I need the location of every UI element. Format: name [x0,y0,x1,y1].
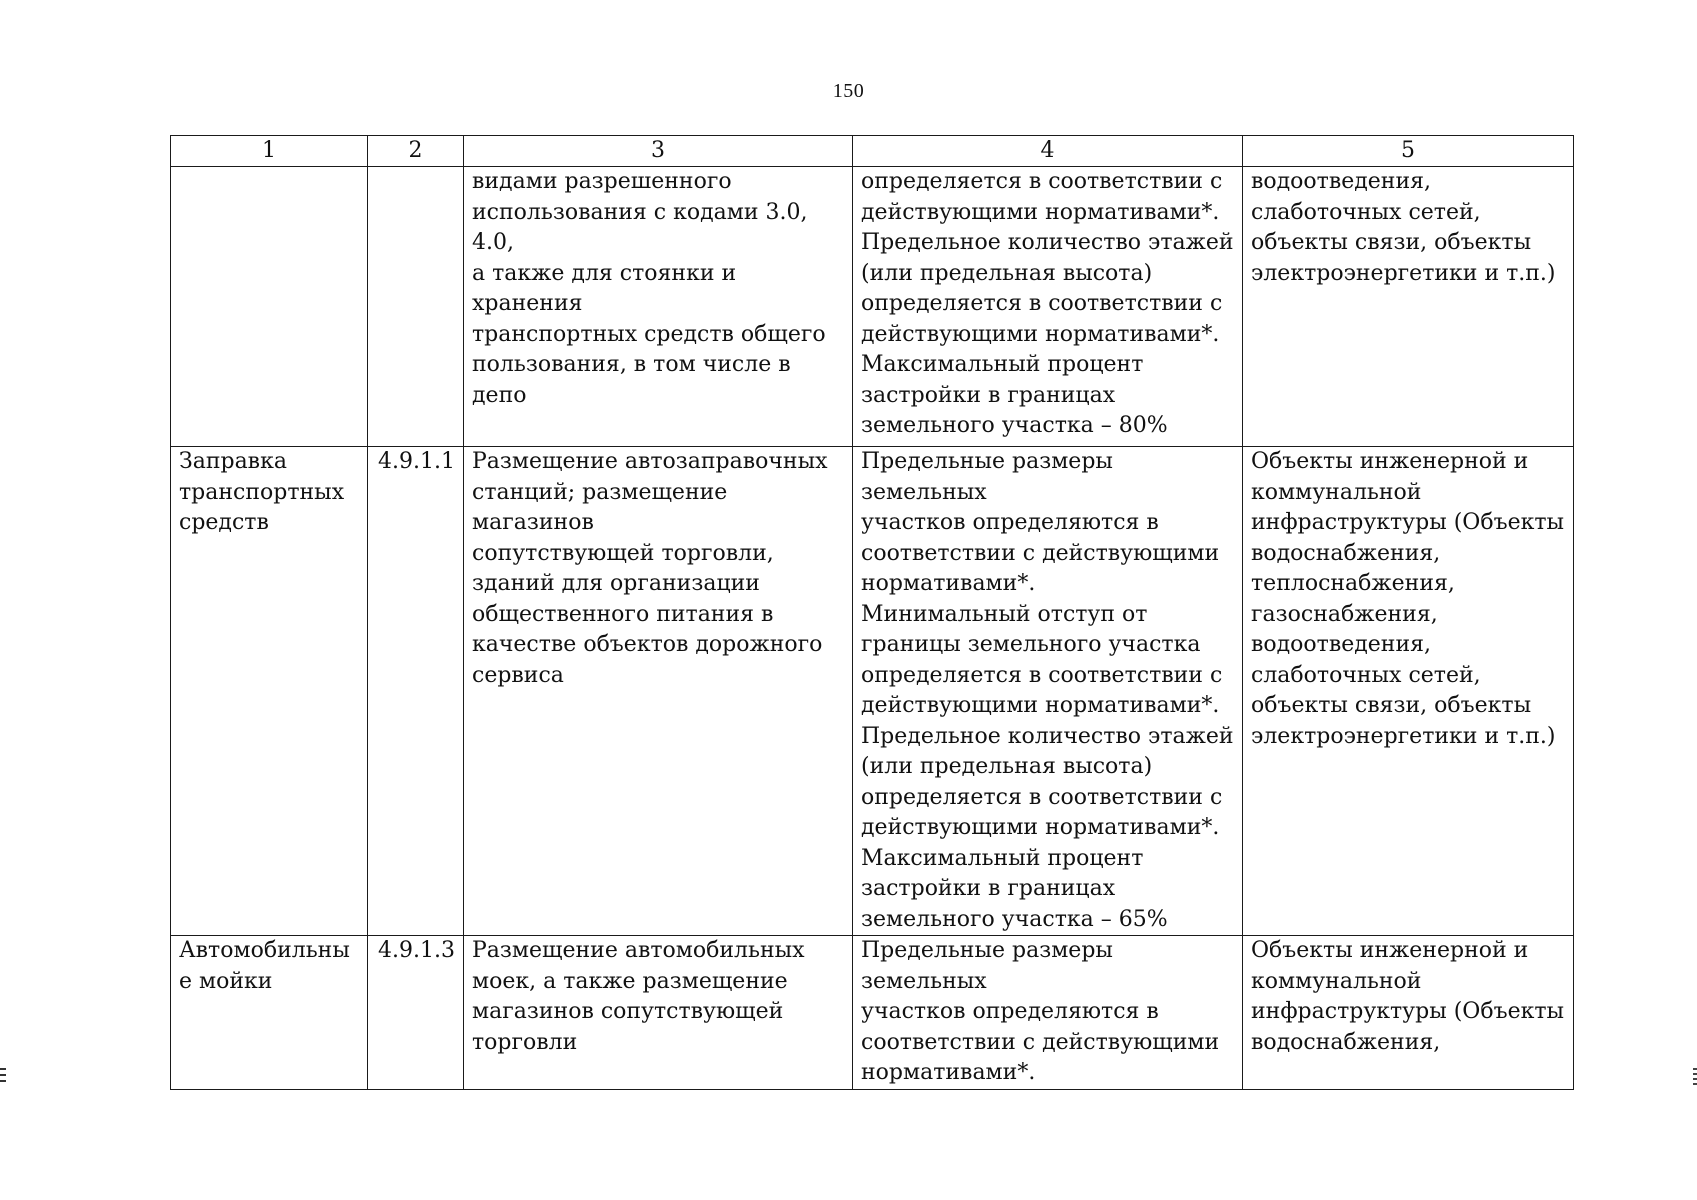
column-header-4: 4 [853,136,1243,167]
table-header-row [171,136,1574,167]
auxiliary-objects-cell: водоотведения, слаботочных сетей, объекты связи, объекты электроэнергетики и т.п.) [1243,167,1574,447]
use-description-cell: Размещение автомобильных моек, а также размещение магазинов сопутствующей торговли [464,936,853,1090]
auxiliary-objects-cell: Объекты инженерной и коммунальной инфраструктуры (Объекты водоснабжения, теплоснабжения, газоснабжения, водоотведения, слаботочных сетей, объекты связи, объекты электроэнергетики и т.п.) [1243,447,1574,936]
parameters-cell: Предельные размеры земельных участков определяются в соответствии с действующими нормативами*. [853,936,1243,1090]
land-use-table-container [170,135,1573,1090]
use-description-cell: видами разрешенного использования с кодами 3.0, 4.0, а также для стоянки и хранения транспортных средств общего пользования, в том числе в депо [464,167,853,447]
use-code-cell: 4.9.1.3 [368,936,464,1090]
column-header-5: 5 [1243,136,1574,167]
column-header-2: 2 [368,136,464,167]
parameters-cell: Предельные размеры земельных участков определяются в соответствии с действующими нормативами*. Минимальный отступ от границы земельного участка определяется в соответствии с действующими нормативами*. Предельное количество этажей (или предельная высота) определяется в соответствии с действующими нормативами*. Максимальный процент застройки в границах земельного участка – 65% [853,447,1243,936]
use-name-cell: Автомобильны е мойки [171,936,368,1090]
use-name-cell [171,167,368,447]
table-row [171,447,1574,936]
auxiliary-objects-cell: Объекты инженерной и коммунальной инфраструктуры (Объекты водоснабжения, [1243,936,1574,1090]
right-margin-mark [1693,1068,1697,1088]
page-number: 150 [832,80,865,102]
use-code-cell: 4.9.1.1 [368,447,464,936]
table-row [171,167,1574,447]
column-header-3: 3 [464,136,853,167]
table-row [171,936,1574,1090]
parameters-cell: определяется в соответствии с действующими нормативами*. Предельное количество этажей (или предельная высота) определяется в соответствии с действующими нормативами*. Максимальный процент застройки в границах земельного участка – 80% [853,167,1243,447]
use-description-cell: Размещение автозаправочных станций; размещение магазинов сопутствующей торговли, зданий для организации общественного питания в качестве объектов дорожного сервиса [464,447,853,936]
use-code-cell [368,167,464,447]
land-use-table [170,135,1574,1090]
use-name-cell: Заправка транспортных средств [171,447,368,936]
left-margin-mark [0,1068,8,1090]
column-header-1: 1 [171,136,368,167]
